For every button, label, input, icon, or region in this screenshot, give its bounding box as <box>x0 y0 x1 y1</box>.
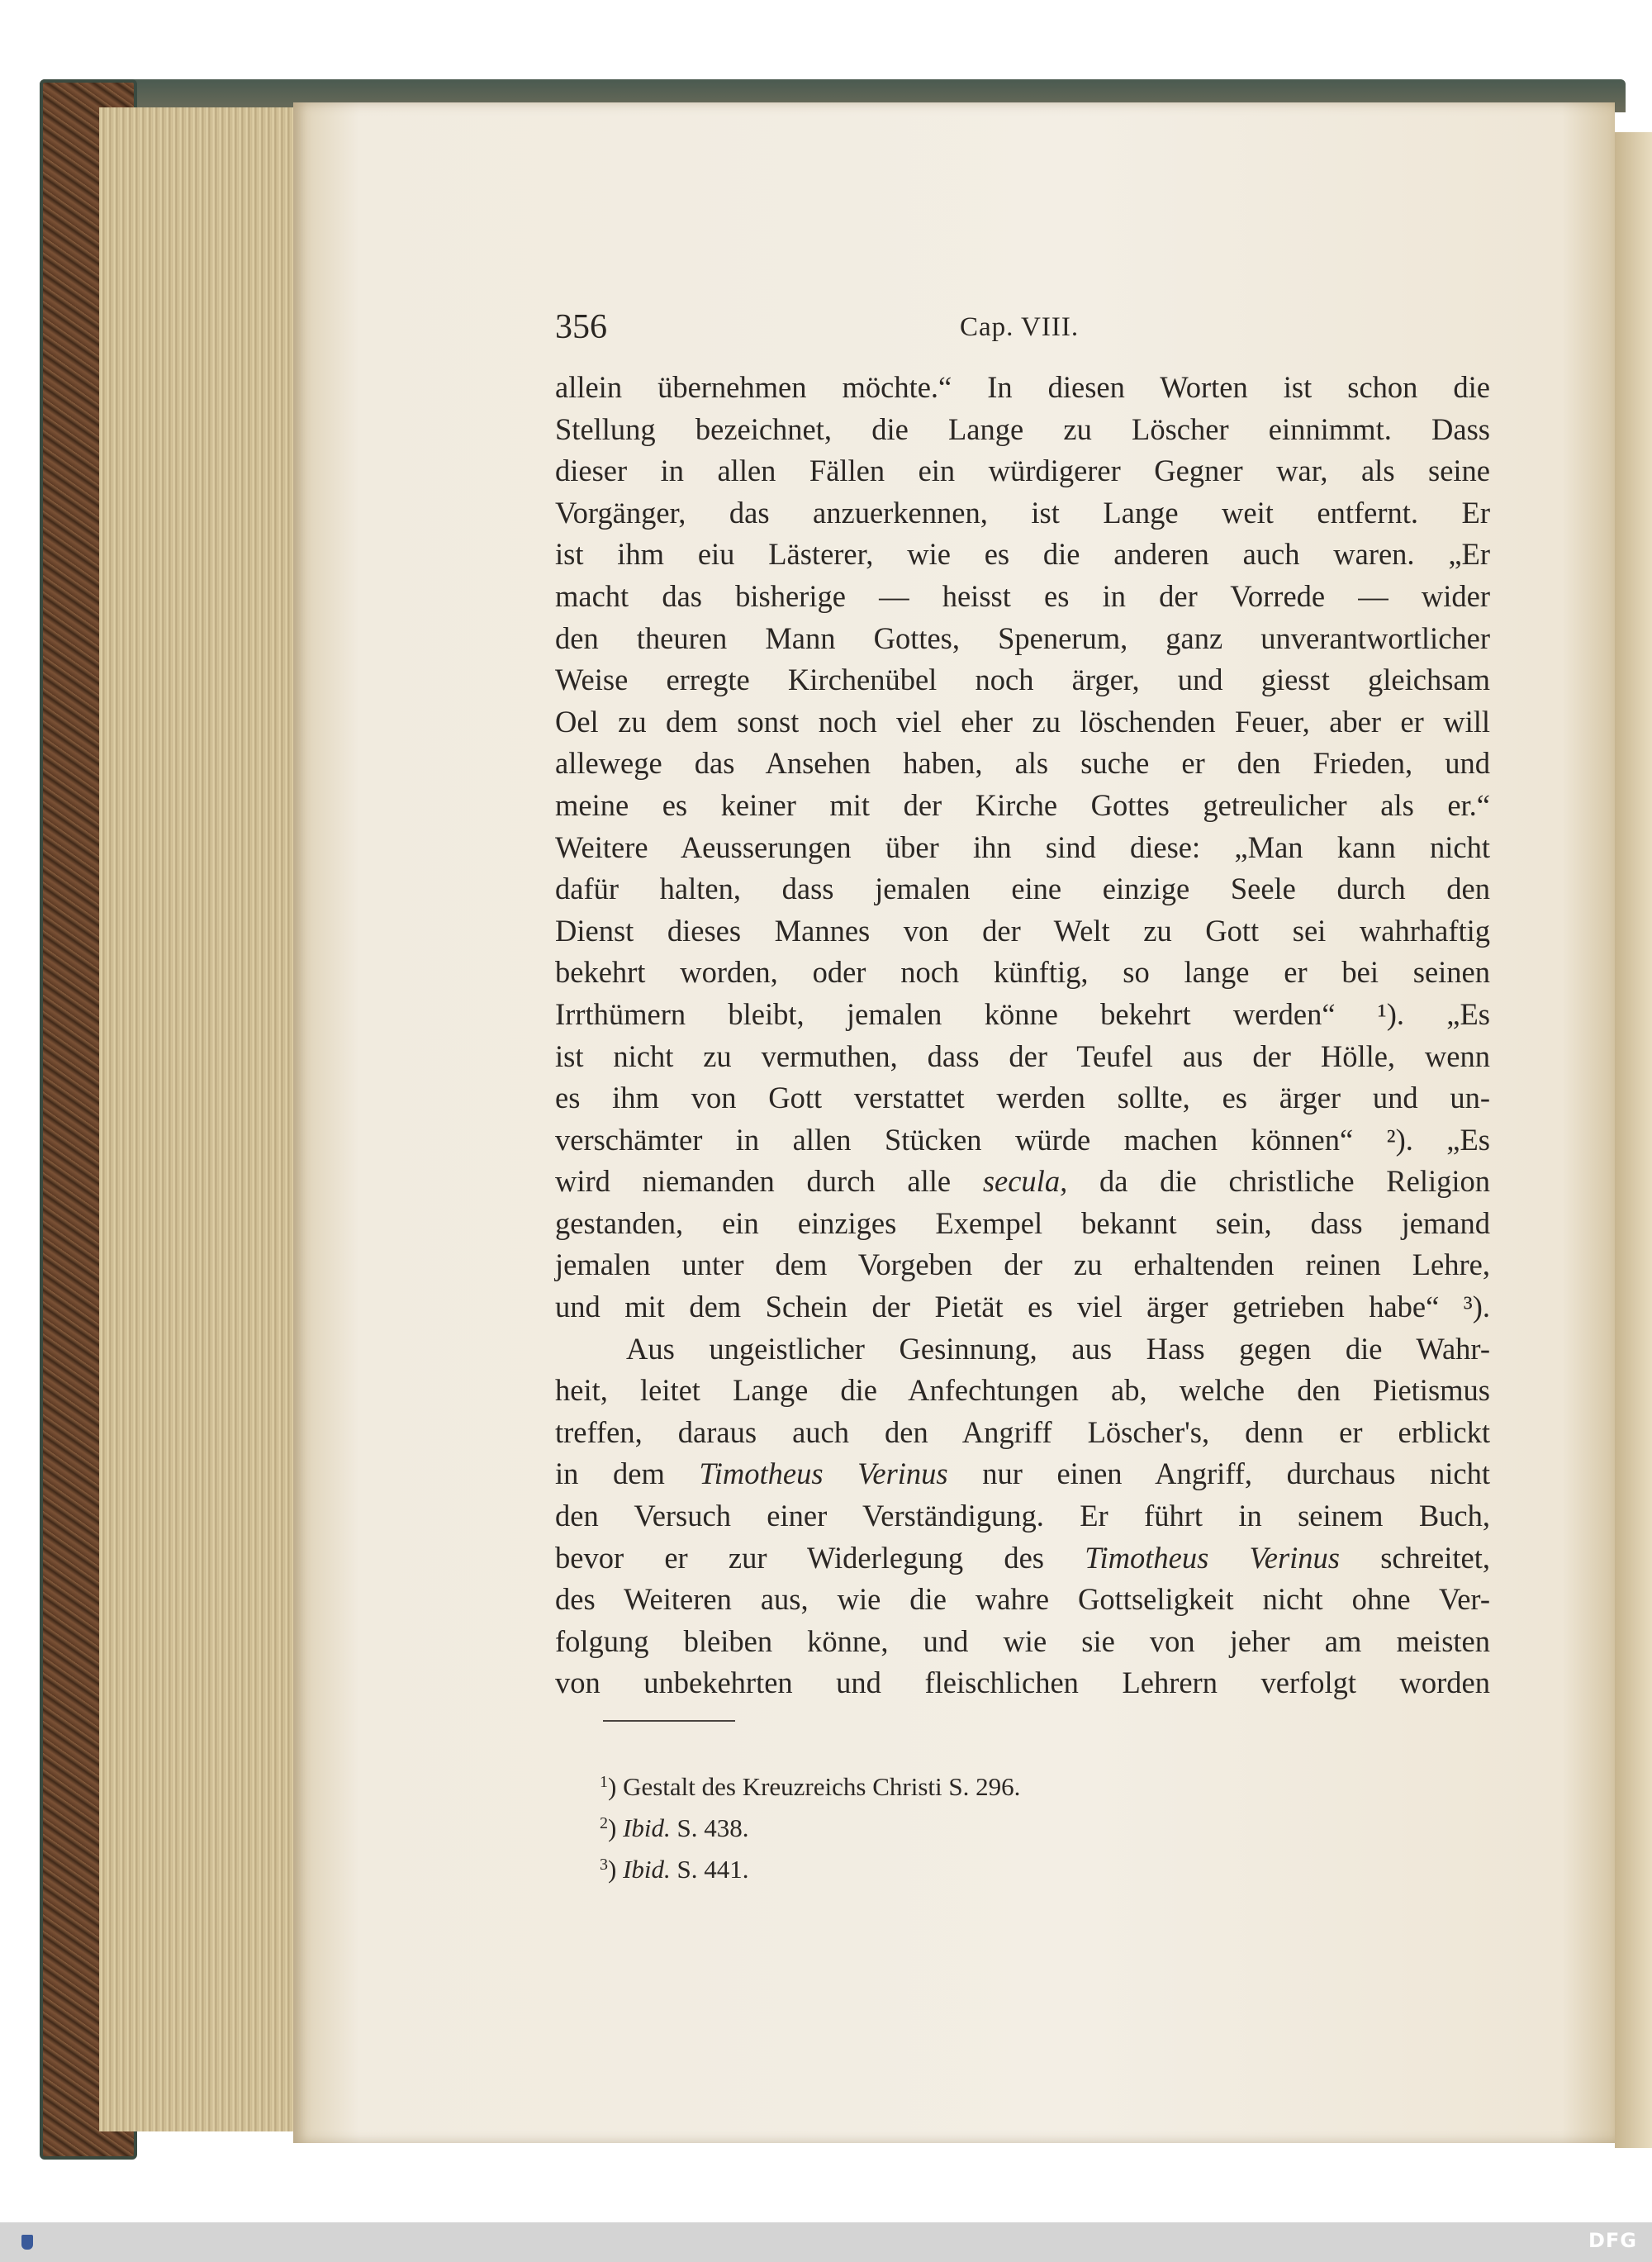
footnote-italic: Ibid. <box>623 1855 671 1884</box>
text-line <box>555 1537 1490 1580</box>
text-line: allein übernehmen möchte.“ In diesen Worten ist schon die <box>555 370 1490 404</box>
text-fragment: in dem <box>555 1457 700 1491</box>
facing-page-edge <box>1615 132 1652 2148</box>
text-line: Stellung bezeichnet, die Lange zu Löscher einnimmt. Dass <box>555 411 1490 446</box>
text-line: bekehrt worden, oder noch künftig, so lange er bei seinen <box>555 955 1490 990</box>
text-fragment: schreitet, <box>1340 1540 1490 1575</box>
text-line: gestanden, ein einziges Exempel bekannt sein, dass jemand <box>555 1205 1490 1240</box>
text-line: allewege das Ansehen haben, als suche er den Frieden, und <box>555 746 1490 781</box>
footnote-divider <box>603 1720 735 1722</box>
running-title: Cap. VIII. <box>960 312 1080 342</box>
footnote-3: $^3$) Ibid. S. 441. <box>600 1855 749 1884</box>
text-line-paragraph-start: Aus ungeistlicher Gesinnung, aus Hass gegen die Wahr- <box>626 1331 1490 1366</box>
text-line: Dienst dieses Mannes von der Welt zu Gott sei wahrhaftig <box>555 913 1490 948</box>
text-line: ist nicht zu vermuthen, dass der Teufel aus der Hölle, wenn <box>555 1038 1490 1073</box>
text-fragment: wird niemanden durch alle <box>555 1164 983 1199</box>
text-line: meine es keiner mit der Kirche Gottes getreulicher als er.“ <box>555 787 1490 822</box>
text-line: dieser in allen Fällen ein würdigerer Gegner war, als seine <box>555 454 1490 488</box>
text-line: jemalen unter dem Vorgeben der zu erhaltenden reinen Lehre, <box>555 1247 1490 1282</box>
page-header <box>555 307 1094 357</box>
text-fragment: bevor er zur Widerlegung des <box>555 1540 1085 1575</box>
footnotes <box>600 1766 1343 1890</box>
text-line: Weitere Aeusserungen über ihn sind diese: „Man kann nicht <box>555 829 1490 864</box>
text-line: des Weiteren aus, wie die wahre Gottseligkeit nicht ohne Ver- <box>555 1582 1490 1617</box>
text-fragment: nur einen Angriff, durchaus nicht <box>947 1457 1490 1491</box>
footnote-marker: 1 <box>600 1773 608 1791</box>
footnote-text: S. 438. <box>670 1813 749 1842</box>
dfg-logo: DFG <box>1588 2229 1637 2252</box>
text-line: treffen, daraus auch den Angriff Löscher's, denn er erblickt <box>555 1414 1490 1449</box>
text-line: dafür halten, dass jemalen eine einzige Seele durch den <box>555 872 1490 906</box>
viewer-footer-bar <box>0 2222 1652 2262</box>
text-line: heit, leitet Lange die Anfechtungen ab, welche den Pietismus <box>555 1373 1490 1408</box>
text-line: Irrthümern bleibt, jemalen könne bekehrt werden“ ¹). „Es <box>555 996 1490 1031</box>
footnote-marker: 3 <box>600 1856 608 1874</box>
footnote-text: S. 441. <box>670 1855 749 1884</box>
text-fragment: da die christliche Religion <box>1067 1164 1490 1199</box>
page-stack-edge <box>99 107 306 2131</box>
text-line: folgung bleiben könne, und wie sie von jeher am meisten <box>555 1623 1490 1658</box>
text-line: Weise erregte Kirchenübel noch ärger, und giesst gleichsam <box>555 663 1490 697</box>
text-line <box>555 1161 1490 1203</box>
body-text <box>555 367 1490 1704</box>
text-line: den theuren Mann Gottes, Spenerum, ganz unverantwortlicher <box>555 620 1490 655</box>
text-line: von unbekehrten und fleischlichen Lehrern verfolgt worden <box>555 1666 1490 1700</box>
footnote-1 <box>600 1766 1343 1808</box>
text-line: Vorgänger, das anzuerkennen, ist Lange weit entfernt. Er <box>555 495 1490 530</box>
footnote-marker: 2 <box>600 1814 608 1832</box>
text-line: ist ihm eiu Lästerer, wie es die anderen auch waren. „Er <box>555 537 1490 572</box>
library-logo-icon <box>15 2227 40 2257</box>
italic-term: secula, <box>982 1164 1068 1199</box>
footnote-italic: Ibid. <box>623 1813 671 1842</box>
text-line: es ihm von Gott verstattet werden sollte, es ärger und un- <box>555 1081 1490 1115</box>
italic-term: Timotheus Verinus <box>699 1457 948 1491</box>
footnote-2: $^2$) Ibid. S. 438. <box>600 1813 749 1842</box>
text-line: macht das bisherige — heisst es in der Vorrede — wider <box>555 578 1490 613</box>
page-number: 356 <box>555 308 607 346</box>
text-line: Oel zu dem sonst noch viel eher zu löschenden Feuer, aber er will <box>555 704 1490 739</box>
text-line: den Versuch einer Verständigung. Er führt in seinem Buch, <box>555 1499 1490 1533</box>
footnote-text: ) Gestalt des Kreuzreichs Christi S. 296. <box>608 1772 1021 1801</box>
text-line: und mit dem Schein der Pietät es viel ärger getrieben habe“ ³). <box>555 1290 1490 1324</box>
italic-term: Timotheus Verinus <box>1085 1540 1341 1575</box>
text-line <box>555 1453 1490 1495</box>
text-line: verschämter in allen Stücken würde machen können“ ²). „Es <box>555 1122 1490 1157</box>
